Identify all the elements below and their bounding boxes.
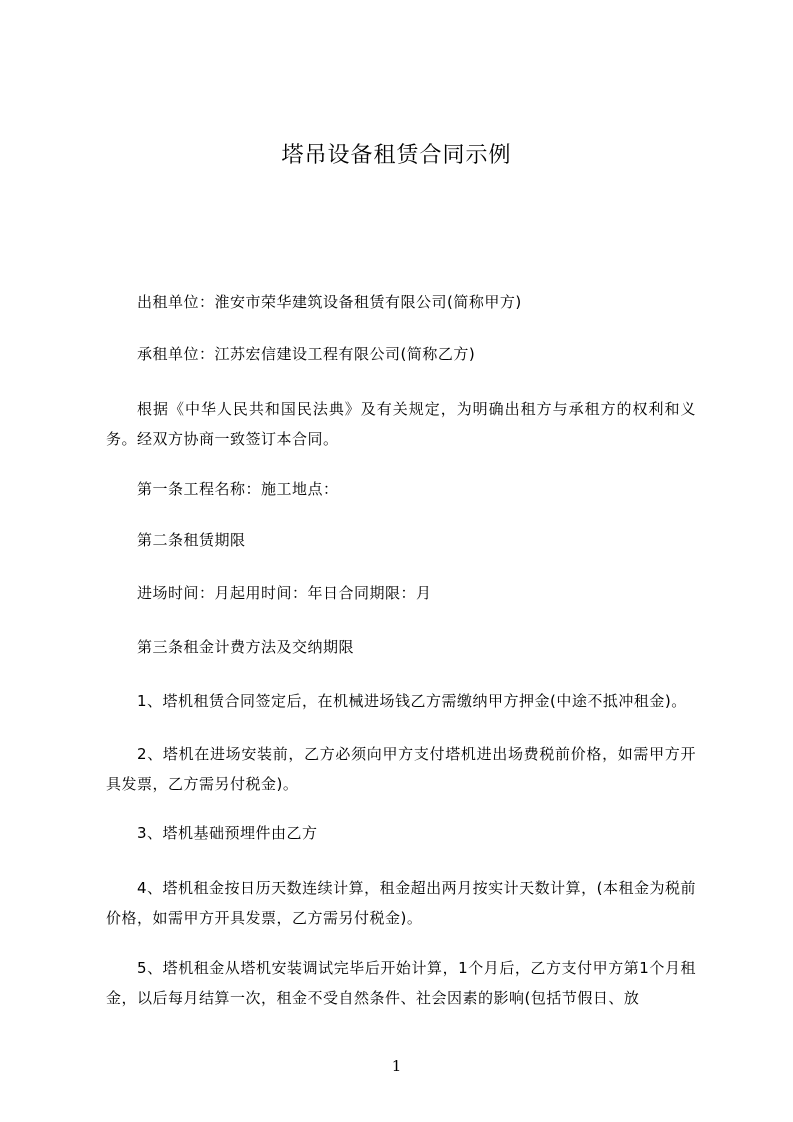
clause-1: 1、塔机租赁合同签定后，在机械进场钱乙方需缴纳甲方押金(中途不抵冲租金)。 xyxy=(137,692,687,710)
lessor-line: 出租单位：淮安市荣华建筑设备租赁有限公司(简称甲方) xyxy=(137,293,522,311)
clause-4: 4、塔机租金按日历天数连续计算，租金超出两月按实计天数计算，(本租金为税前价格，如需甲方开具发票，乙方需另付税金)。 xyxy=(106,879,696,927)
article-one: 第一条工程名称：施工地点： xyxy=(137,480,339,498)
clause-5: 5、塔机租金从塔机安装调试完毕后开始计算，1个月后，乙方支付甲方第1个月租金，以后每月结算一次，租金不受自然条件、社会因素的影响(包括节假日、放 xyxy=(106,959,696,1007)
article-two-heading: 第二条租赁期限 xyxy=(137,531,246,549)
lease-period-line: 进场时间：月起用时间：年日合同期限：月 xyxy=(137,584,432,602)
clause-2: 2、塔机在进场安装前，乙方必须向甲方支付塔机进出场费税前价格，如需甲方开具发票，乙方需另付税金)。 xyxy=(106,745,696,793)
page-number: 1 xyxy=(391,1057,402,1075)
document-title: 塔吊设备租赁合同示例 xyxy=(281,143,512,168)
article-three-heading: 第三条租金计费方法及交纳期限 xyxy=(137,638,355,656)
preamble-paragraph: 根据《中华人民共和国民法典》及有关规定，为明确出租方与承租方的权利和义务。经双方协商一致签订本合同。 xyxy=(106,400,696,448)
clause-3: 3、塔机基础预埋件由乙方 xyxy=(137,824,318,842)
lessee-line: 承租单位：江苏宏信建设工程有限公司(简称乙方) xyxy=(137,345,476,363)
